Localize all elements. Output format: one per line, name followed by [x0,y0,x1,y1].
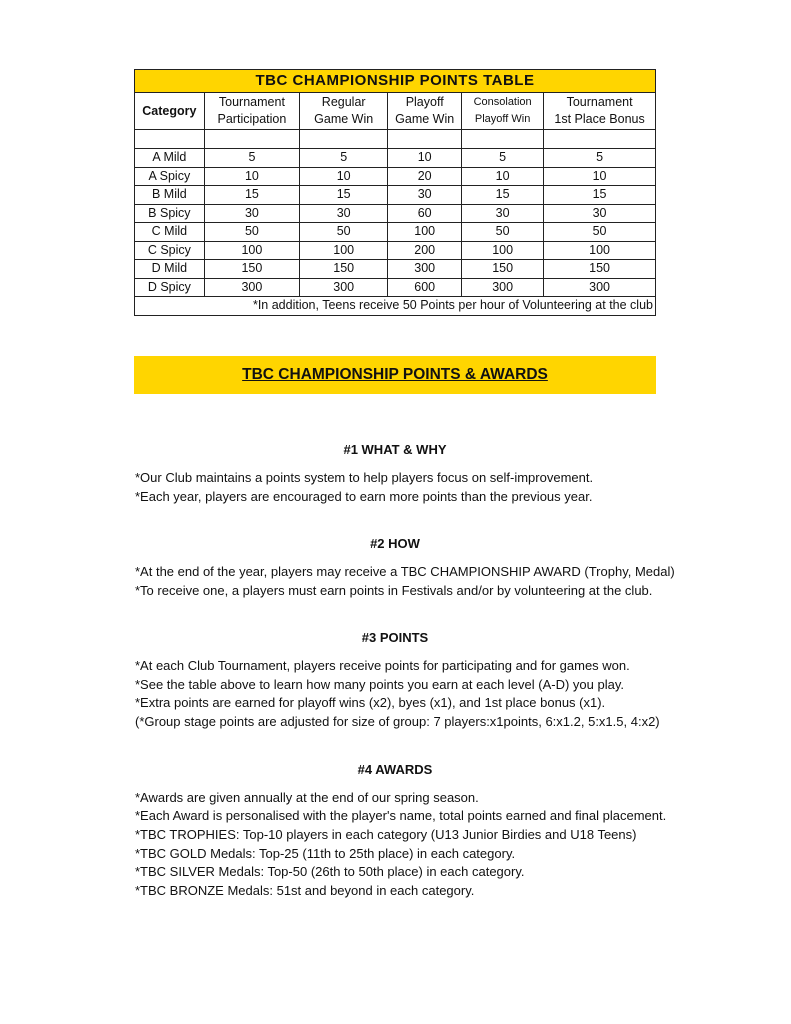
table-row: C Spicy 100 100 200 100 100 [135,241,656,260]
table-row: A Spicy 10 10 20 10 10 [135,167,656,186]
points-awards-banner [134,356,656,394]
header-category: Category [135,93,205,130]
section-line: *TBC GOLD Medals: Top-25 (11th to 25th place) in each category. [135,846,516,861]
table-row: C Mild 50 50 100 50 50 [135,223,656,242]
table-row: D Mild 150 150 300 150 150 [135,260,656,279]
section-title-awards: #4 AWARDS [357,762,433,777]
section-line: *Extra points are earned for playoff wins (x2), byes (x1), and 1st place bonus (x1). [135,695,606,710]
section-line: *At each Club Tournament, players receive points for participating and for games won. [135,658,630,673]
table-row: A Mild 5 5 10 5 5 [135,149,656,168]
section-title-points: #3 POINTS [361,630,429,645]
table-row: B Spicy 30 30 60 30 30 [135,204,656,223]
section-line: *TBC TROPHIES: Top-10 players in each category (U13 Junior Birdies and U18 Teens) [135,827,637,842]
banner-title: TBC CHAMPIONSHIP POINTS & AWARDS [242,366,548,383]
section-title-what-why: #1 WHAT & WHY [343,442,447,457]
section-line: *Our Club maintains a points system to help players focus on self-improvement. [135,470,594,485]
section-line: *Each year, players are encouraged to earn more points than the previous year. [135,489,593,504]
table-row: B Mild 15 15 30 15 15 [135,186,656,205]
section-line: *To receive one, a players must earn points in Festivals and/or by volunteering at the club. [135,583,653,598]
table-title: TBC CHAMPIONSHIP POINTS TABLE [135,70,656,93]
section-line: *TBC SILVER Medals: Top-50 (26th to 50th place) in each category. [135,864,525,879]
table-header-row [135,93,656,130]
section-line: *At the end of the year, players may receive a TBC CHAMPIONSHIP AWARD (Trophy, Medal) [135,564,675,579]
header-first-place-bonus: Tournament 1st Place Bonus [544,93,656,130]
section-line: *Awards are given annually at the end of our spring season. [135,790,479,805]
section-title-how: #2 HOW [370,536,420,551]
header-tournament-participation: Tournament Participation [204,93,299,130]
table-blank-row [135,130,656,149]
table-title-row [135,70,656,93]
header-playoff-game-win: Playoff Game Win [388,93,462,130]
section-line: *Each Award is personalised with the player's name, total points earned and final placement. [135,808,667,823]
table-note: *In addition, Teens receive 50 Points per hour of Volunteering at the club [135,297,656,316]
table-note-row [135,297,656,316]
section-line: *TBC BRONZE Medals: 51st and beyond in each category. [135,883,475,898]
header-regular-game-win: Regular Game Win [300,93,388,130]
header-consolation-playoff-win: Consolation Playoff Win [462,93,544,130]
table-row: D Spicy 300 300 600 300 300 [135,278,656,297]
section-line: *See the table above to learn how many points you earn at each level (A-D) you play. [135,677,624,692]
points-table [134,69,656,316]
section-line: (*Group stage points are adjusted for size of group: 7 players:x1points, 6:x1.2, 5:x1.5, 4:x2) [135,714,660,729]
